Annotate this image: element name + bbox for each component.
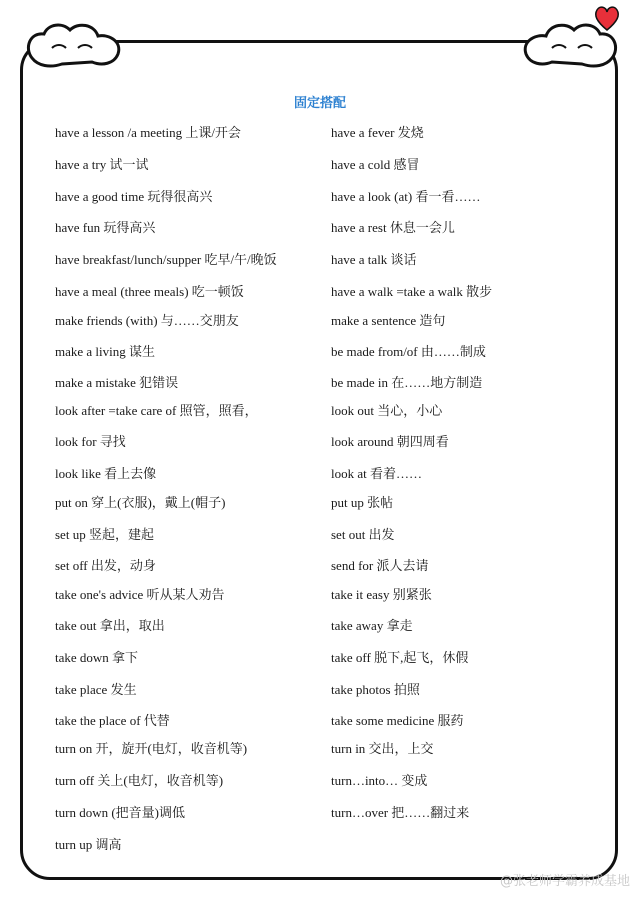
left-phrase-entry: have a try 试一试 [55, 157, 149, 172]
right-phrase-entry: take off 脱下,起飞，休假 [331, 650, 469, 665]
left-phrase-entry: look for 寻找 [55, 434, 126, 449]
left-phrase-entry: turn on 开，旋开(电灯，收音机等) [55, 741, 248, 756]
right-phrase-entry: take away 拿走 [331, 618, 413, 633]
right-phrase-entry: take some medicine 服药 [331, 713, 464, 728]
right-phrase-entry: have a look (at) 看一看…… [331, 189, 481, 204]
left-phrase-entry: have fun 玩得高兴 [55, 220, 156, 235]
right-phrase-entry: have a talk 谈话 [331, 252, 417, 267]
right-phrase-entry: put up 张帖 [331, 495, 394, 510]
watermark: @张老师学霸养成基地 [499, 874, 630, 889]
left-phrase-entry: have breakfast/lunch/supper 吃早/午/晚饭 [55, 252, 277, 267]
left-phrase-entry: have a meal (three meals) 吃一顿饭 [55, 284, 244, 299]
left-phrase-entry: turn up 调高 [55, 837, 122, 852]
right-phrase-entry: have a cold 感冒 [331, 157, 420, 172]
left-phrase-entry: make friends (with) 与……交朋友 [55, 313, 239, 328]
right-phrase-entry: look around 朝四周看 [331, 434, 449, 449]
right-phrase-entry: look at 看着…… [331, 466, 422, 481]
page-title: 固定搭配 [293, 96, 346, 111]
left-hand-decoration [22, 18, 132, 78]
right-phrase-entry: have a fever 发烧 [331, 125, 424, 140]
right-phrase-entry: have a rest 休息一会儿 [331, 220, 455, 235]
left-phrase-entry: set off 出发，动身 [55, 558, 156, 573]
left-phrase-entry: put on 穿上(衣服)，戴上(帽子) [55, 495, 226, 510]
left-phrase-entry: take one's advice 听从某人劝告 [55, 587, 225, 602]
left-phrase-entry: make a living 谋生 [55, 344, 156, 359]
left-phrase-entry: take the place of 代替 [55, 713, 170, 728]
right-phrase-entry: have a walk =take a walk 散步 [331, 284, 493, 299]
right-phrase-entry: send for 派人去请 [331, 558, 429, 573]
right-phrase-entry: look out 当心，小心 [331, 403, 443, 418]
left-phrase-entry: take place 发生 [55, 682, 137, 697]
right-phrase-entry: be made from/of 由……制成 [331, 344, 486, 359]
left-phrase-entry: turn down (把音量)调低 [55, 805, 185, 820]
left-phrase-entry: turn off 关上(电灯，收音机等) [55, 773, 224, 788]
left-phrase-entry: have a lesson /a meeting 上课/开会 [55, 125, 241, 140]
right-phrase-entry: be made in 在……地方制造 [331, 375, 483, 390]
heart-icon [592, 4, 622, 32]
left-phrase-entry: make a mistake 犯错误 [55, 375, 179, 390]
left-phrase-entry: look like 看上去像 [55, 466, 157, 481]
right-phrase-entry: turn…into… 变成 [331, 773, 428, 788]
left-phrase-entry: take down 拿下 [55, 650, 139, 665]
left-phrase-entry: take out 拿出，取出 [55, 618, 165, 633]
right-phrase-entry: take photos 拍照 [331, 682, 420, 697]
right-phrase-entry: turn…over 把……翻过来 [331, 805, 470, 820]
left-phrase-entry: have a good time 玩得很高兴 [55, 189, 213, 204]
left-phrase-entry: set up 竖起，建起 [55, 527, 154, 542]
left-phrase-entry: look after =take care of 照管，照看， [55, 403, 258, 418]
right-phrase-entry: take it easy 别紧张 [331, 587, 432, 602]
right-phrase-entry: set out 出发 [331, 527, 395, 542]
right-phrase-entry: turn in 交出，上交 [331, 741, 434, 756]
right-phrase-entry: make a sentence 造句 [331, 313, 446, 328]
